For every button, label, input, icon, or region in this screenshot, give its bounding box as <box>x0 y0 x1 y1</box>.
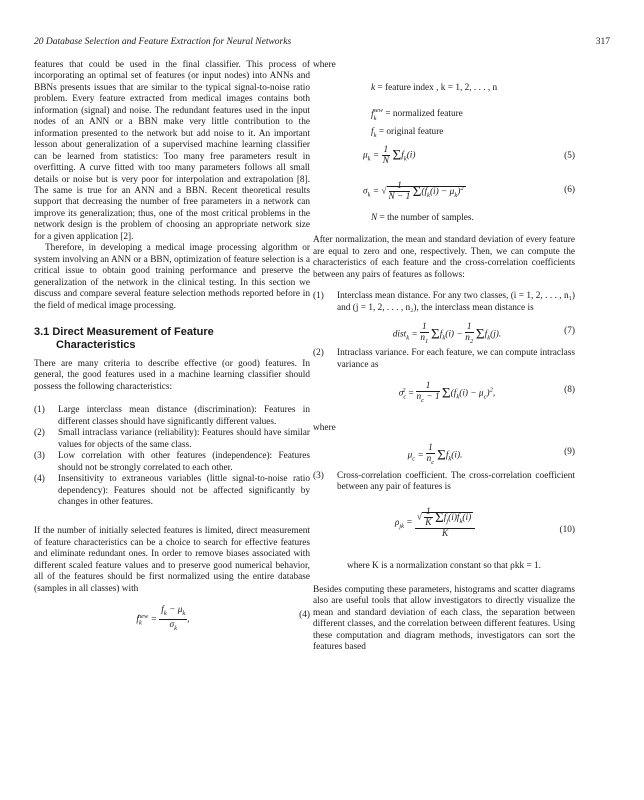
running-header <box>34 37 610 51</box>
where-K: where K is a normalization constant so that ρkk = 1. <box>347 561 541 572</box>
chapter-title: 20 Database Selection and Feature Extraction for Neural Networks <box>34 37 292 47</box>
equation-number: (8) <box>564 385 575 396</box>
list-item: (1) Large interclass mean distance (discrimination): Features in different classes should have significantly different values. <box>34 405 310 427</box>
left-column <box>34 60 310 632</box>
list-item: (4) Insensitivity to extraneous variables (little signal-to-noise ratio dependency): Features should not be affected significantly by changes in other features. <box>34 474 310 507</box>
section-title: Direct Measurement of Feature <box>52 325 214 338</box>
equation-number: (10) <box>559 525 575 536</box>
definition-k: k = feature index , k = 1, 2, . . . , n <box>371 83 498 94</box>
list-item: (2) Small intraclass variance (reliability): Features should have similar values for objects of the same class. <box>34 428 310 450</box>
paragraph: Besides computing these parameters, histograms and scatter diagrams also are useful tools that allow investigators to directly visualize the mean and standard deviation of each class, the separation between different classes, and the correlation between different features. Using these computation and diagram methods, investigators can sort the features based <box>313 584 575 653</box>
list-item: (3) Cross-correlation coefficient. The cross-correlation coefficient between any pair of features is <box>313 470 575 492</box>
equation-6: $\sigma_k$ = √ $\frac{1}{N - 1}$ $\Sigma(f_k(i) - \mu_k)^2$ (6) <box>363 181 575 203</box>
feature-characteristics-list <box>313 291 575 409</box>
section-title-cont: Characteristics <box>56 338 136 351</box>
paragraph: After normalization, the mean and standard deviation of every feature are equal to zero and one, respectively. Then, we can compute the characteristics of each feature and the cross-correlation coefficients between any pairs of features as follows: <box>313 235 575 280</box>
where-label: where <box>313 60 336 70</box>
equation-number: (9) <box>564 446 575 457</box>
page-number: 317 <box>595 37 610 47</box>
list-item: (2) Intraclass variance. For each feature, we can compute intraclass variance as $\sigma_c^2$ = $\frac{1}{n_c - 1}$ $\Sigma(f_k(i) - \mu_c)^2$, (8) <box>313 348 575 409</box>
definition-fnew: $f_k^{new}$ = normalized feature <box>371 107 463 122</box>
paragraph: If the number of initially selected features is limited, direct measurement of feature characteristics can be a choice to search for effective features and eliminate redundant ones. In order to remove biases associated with different scaled feature values and to preserve good numerical behavior, all of the features should be first normalized using the entire database (samples in all classes) with <box>34 526 310 594</box>
equation-4: $f_k^{new}$ = $\frac{f_k - \mu_k}{\sigma_k}$ , (4) <box>136 605 310 632</box>
equation-10: $\rho_{jk}$ = √ $\frac{1}{K}$ $\Sigma f_j(i)f_k(i)$ K (10) <box>394 507 575 540</box>
section-heading <box>34 326 310 352</box>
equation-7: dist$_k$ = $\frac{1}{n_1}$ $\Sigma f_k(i)$ − $\frac{1}{n_2}$ $\Sigma f_k(j)$. (7) <box>392 322 575 346</box>
equation-5: $\mu_k$ = $\frac{1}{N}$ $\Sigma f_k(i)$ (5) <box>363 145 575 167</box>
paragraph: There are many criteria to describe effective (or good) features. In general, the good features used in a machine learning classifier should possess the following characteristics: <box>34 358 310 392</box>
equation-number: (5) <box>564 151 575 162</box>
equation-number: (7) <box>564 326 575 337</box>
section-number: 3.1 <box>34 325 50 338</box>
definition-f: $f_k$ = original feature <box>371 127 444 140</box>
list-item: (1) Interclass mean distance. For any two classes, (i = 1, 2, . . . , n₁) and (j = 1, 2, . . . , n₂), the interclass mean distance is dist$_k$ = $\frac{1}{n_1}$ $\Sigma f_k(i)$ − $\frac{1}{n_2}$ $\Sigma f_k(j)$. (7) <box>313 291 575 348</box>
equation-number: (4) <box>299 610 310 621</box>
feature-characteristics-list-cont <box>313 471 575 494</box>
equation-9: $\mu_c$ = $\frac{1}{n_c}$ $\Sigma f_k(i)$. (9) <box>407 442 575 466</box>
definition-N: N = the number of samples. <box>371 213 474 224</box>
where-label: where <box>313 423 336 434</box>
right-column <box>313 60 575 654</box>
paragraph: Therefore, in developing a medical image processing algorithm or system involving an ANN or a BBN, optimization of feature selection is a critical issue to obtain good training performance and preserve the generalization of the network in the clinical testing. In this section we discuss and compare several feature selection methods reported before in the field of medical image processing. <box>34 243 310 311</box>
equation-number: (6) <box>564 185 575 196</box>
criteria-list <box>34 405 310 508</box>
equation-8: $\sigma_c^2$ = $\frac{1}{n_c - 1}$ $\Sigma(f_k(i) - \mu_c)^2$, (8) <box>398 381 575 404</box>
paragraph: features that could be used in the final classifier. This process of incorporating an optimal set of features (or input nodes) into ANNs and BBNs presents issues that are similar to the typical signal-to-noise ratio problem. Every feature extracted from medical images contains both information (signal) and noise. The redundant features used in the input nodes of an ANN or a BBN make very little contribution to the information presented to the network but add noise to it. An important lesson about generalization of a supervised machine learning classifier can be learned from statistics: Too many free parameters result in overfitting. A curve fitted with too many parameters follows all small details or noise but is very poor for interpolation and extrapolation [8]. The same is true for an ANN and a BBN. Recent theoretical results support that decreasing the number of free parameters in a network can improve its generalization; thus, one of the most critical problems in the network design is the problem of choosing an appropriate network size for a given application [2]. <box>34 60 310 242</box>
list-item: (3) Low correlation with other features (independence): Features should not be strongly correlated to each other. <box>34 451 310 473</box>
